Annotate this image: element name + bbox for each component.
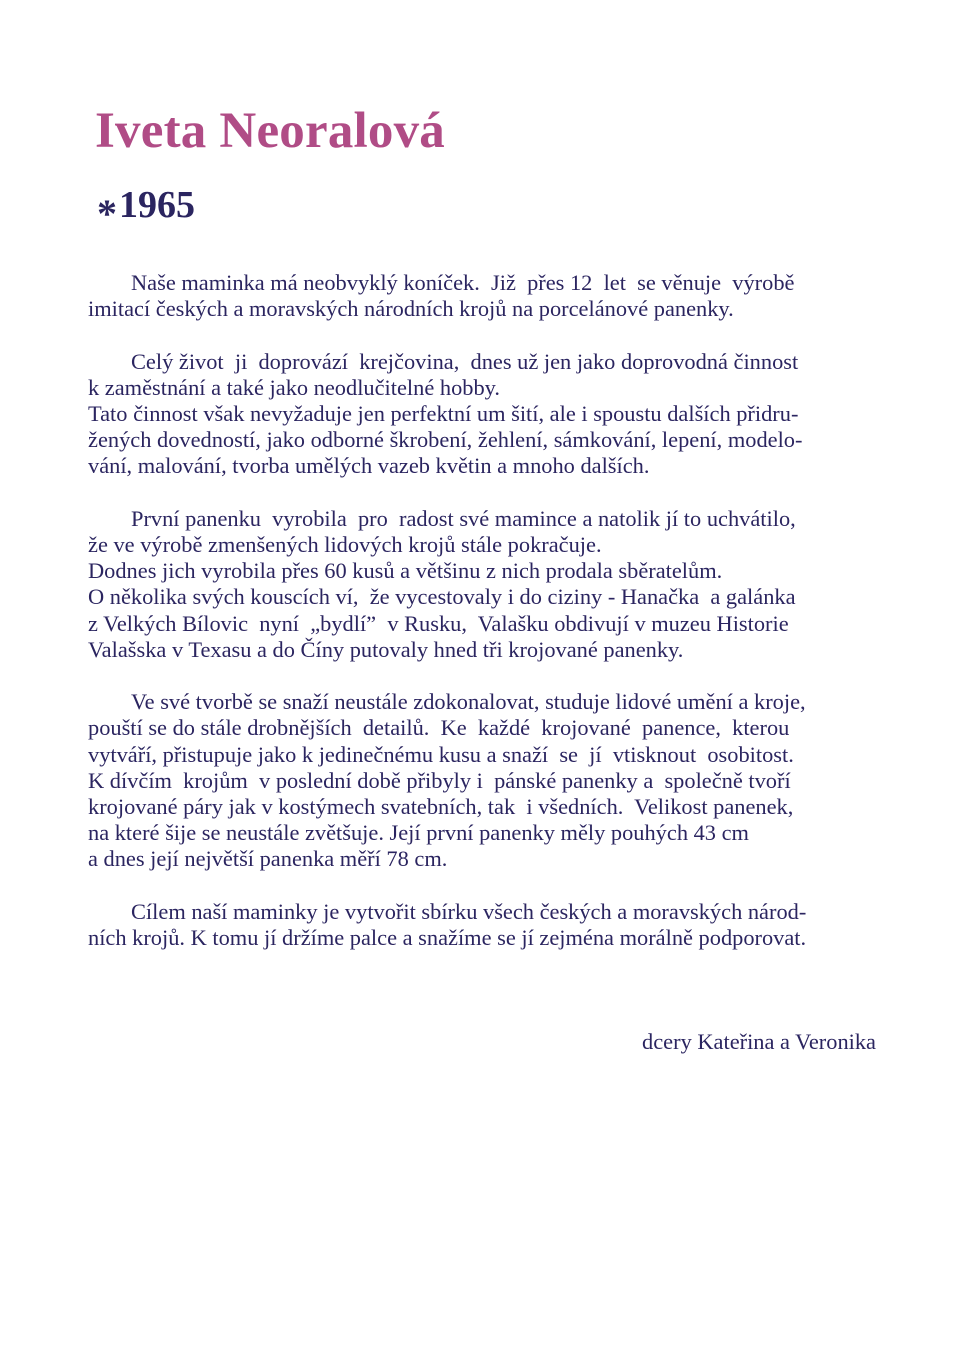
paragraph-line: Celý život ji doprovází krejčovina, dnes už jen jako doprovodná činnost [131,348,799,374]
paragraph-line: Dodnes jich vyrobila přes 60 kusů a většinu z nich prodala sběratelům. [88,558,723,584]
birth-star-symbol: * [97,191,117,236]
paragraph-spacer [88,322,880,348]
paragraph-2 [88,349,880,480]
paragraph-line: k zaměstnání a také jako neodlučitelné hobby. [88,374,501,400]
paragraph-line: imitací českých a moravských národních krojů na porcelánové panenky. [88,296,734,322]
paragraph-line: Naše maminka má neobvyklý koníček. Již přes 12 let se věnuje výrobě [131,270,795,295]
paragraph-line: K dívčím krojům v poslední době přibyly i pánské panenky a společně tvoří [88,767,791,793]
paragraph-spacer [88,873,880,899]
paragraph-line: pouští se do stále drobnějších detailů. Ke každé krojované panence, kterou [88,715,790,741]
paragraph-line: První panenku vyrobila pro radost své mamince a natolik jí to uchvátilo, [131,505,796,531]
paragraph-1 [88,270,880,322]
paragraph-line: Ve své tvorbě se snaží neustále zdokonalovat, studuje lidové umění a kroje, [131,689,806,715]
paragraph-line: žených dovedností, jako odborné škrobení, žehlení, sámkování, lepení, modelo- [88,427,803,453]
paragraph-line: na které šije se neustále zvětšuje. Její první panenky měly pouhých 43 cm [88,820,749,846]
paragraph-line: vání, malování, tvorba umělých vazeb květin a mnoho dalších. [88,453,650,479]
signature: dcery Kateřina a Veronika [642,1029,876,1054]
paragraph-line: a dnes její největší panenka měří 78 cm. [88,846,448,872]
paragraph-line: krojované páry jak v kostýmech svatebních, tak i všedních. Velikost panenek, [88,794,794,820]
article-body [88,270,880,951]
page-title: Iveta Neoralová [95,103,445,159]
paragraph-spacer [88,480,880,506]
paragraph-3 [88,506,880,663]
paragraph-4 [88,689,880,872]
paragraph-line: Cílem naší maminky je vytvořit sbírku všech českých a moravských národ- [131,898,807,924]
paragraph-line: ních krojů. K tomu jí držíme palce a snažíme se jí zejména morálně podporovat. [88,925,807,951]
paragraph-line: Valašska v Texasu a do Číny putovaly hned tři krojované panenky. [88,636,684,662]
paragraph-line: z Velkých Bílovic nyní „bydlí” v Rusku, Valašku obdivují v muzeu Historie [88,610,789,636]
paragraph-line: že ve výrobě zmenšených lidových krojů stále pokračuje. [88,532,602,557]
paragraph-line: vytváří, přistupuje jako k jedinečnému kusu a snaží se jí vtisknout osobitost. [88,741,794,767]
paragraph-line: Tato činnost však nevyžaduje jen perfektní um šití, ale i spoustu dalších přidru- [88,401,799,426]
paragraph-line: O několika svých kouscích ví, že vycestovaly i do ciziny - Hanačka a galánka [88,584,796,610]
birth-year-line [97,183,195,237]
birth-year: 1965 [119,184,195,226]
paragraph-spacer [88,663,880,689]
paragraph-5 [88,899,880,951]
